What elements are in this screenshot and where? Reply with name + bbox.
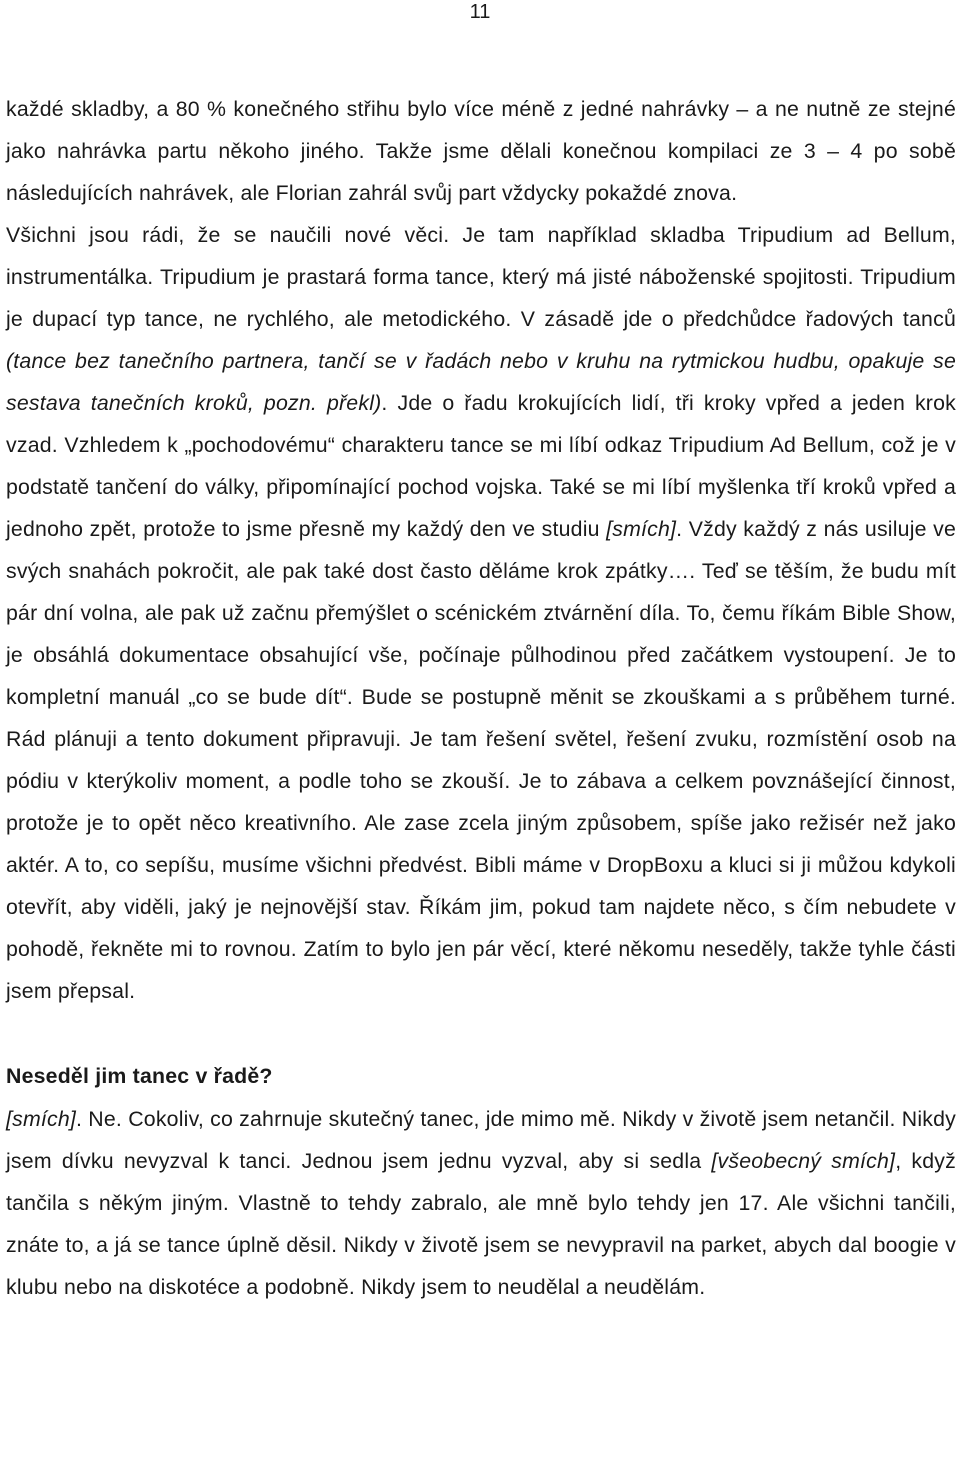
laughter-note-2: [smích]: [6, 1107, 77, 1131]
paragraph-3: [6, 1098, 956, 1308]
paragraph-3-text-a: . Ne. Cokoliv, co zahrnuje skutečný tanec, jde mimo mě. Nikdy v životě jsem netančil. Nikdy jsem dívku nevyzval k tanci. Jednou jsem jednu vyzval, aby si sedla: [6, 1107, 956, 1173]
laughter-note: [smích]: [606, 517, 677, 541]
paragraph-3-text-b: , když tančila s někým jiným. Vlastně to tehdy zabralo, ale mně bylo tehdy jen 17. Ale všichni tančili, znáte to, a já se tance úplně děsil. Nikdy v životě jsem se nevypravil na parket, abych dal boogie v klubu nebo na diskotéce a podobně. Nikdy jsem to neudělal a neudělám.: [6, 1149, 957, 1299]
paragraph-1: každé skladby, a 80 % konečného střihu bylo více méně z jedné nahrávky – a ne nutně ze stejné jako nahrávka partu někoho jiného. Takže jsme dělali konečnou kompilaci ze 3 – 4 po sobě následujících nahrávek, ale Florian zahrál svůj part vždycky pokaždé znova.: [6, 97, 956, 205]
general-laughter-note: [všeobecný smích]: [711, 1149, 896, 1173]
page-number: 11: [469, 1, 491, 23]
document-body: [6, 88, 956, 1308]
interview-question: Neseděl jim tanec v řadě?: [6, 1064, 273, 1088]
paragraph-2-text-a: Všichni jsou rádi, že se naučili nové věci. Je tam například skladba Tripudium ad Bellum, instrumentálka. Tripudium je prastará forma tance, který má jisté náboženské spojitosti. Tripudium je dupací typ tance, ne rychlého, ale metodického. V zásadě jde o předchůdce řadových tanců: [6, 223, 956, 331]
paragraph-2-text-c: . Vždy každý z nás usiluje ve svých snahách pokročit, ale pak také dost často děláme krok zpátky…. Teď se těším, že budu mít pár dní volna, ale pak už začnu přemýšlet o scénickém ztvárnění díla. To, čemu říkám Bible Show, je obsáhlá dokumentace obsahující vše, počínaje půlhodinou před začátkem vystoupení. Je to kompletní manuál „co se bude dít“. Bude se postupně měnit se zkouškami a s průběhem turné. Rád plánuji a tento dokument připravuji. Je tam řešení světel, řešení zvuku, rozmístění osob na pódiu v kterýkoliv moment, a podle toho se zkouší. Je to zábava a celkem povznášející činnost, protože je to opět něco kreativního. Ale zase zcela jiným způsobem, spíše jako režisér než jako aktér. A to, co sepíšu, musíme všichni předvést. Bibli máme v DropBoxu a kluci si ji můžou kdykoli otevřít, aby viděli, jaký je nejnovější stav. Říkám jim, pokud tam najdete něco, s čím nebudete v pohodě, řekněte mi to rovnou. Zatím to bylo jen pár věcí, které někomu neseděly, takže tyhle části jsem přepsal.: [6, 517, 957, 1003]
paragraph-2-text-b: . Jde o řadu krokujících lidí, tři kroky vpřed a jeden krok vzad. Vzhledem k „pochodovému“ charakteru tance se mi líbí odkaz Tripudium Ad Bellum, což je v podstatě tančení do války, připomínající pochod vojska. Také se mi líbí myšlenka tří kroků vpřed a jednoho zpět, protože to jsme přesně my každý den ve studiu: [6, 391, 956, 541]
translator-note: (tance bez tanečního partnera, tančí se v řadách nebo v kruhu na rytmickou hudbu, opakuje se sestava tanečních kroků, pozn. překl): [6, 349, 956, 415]
paragraph-2: [6, 214, 956, 1012]
